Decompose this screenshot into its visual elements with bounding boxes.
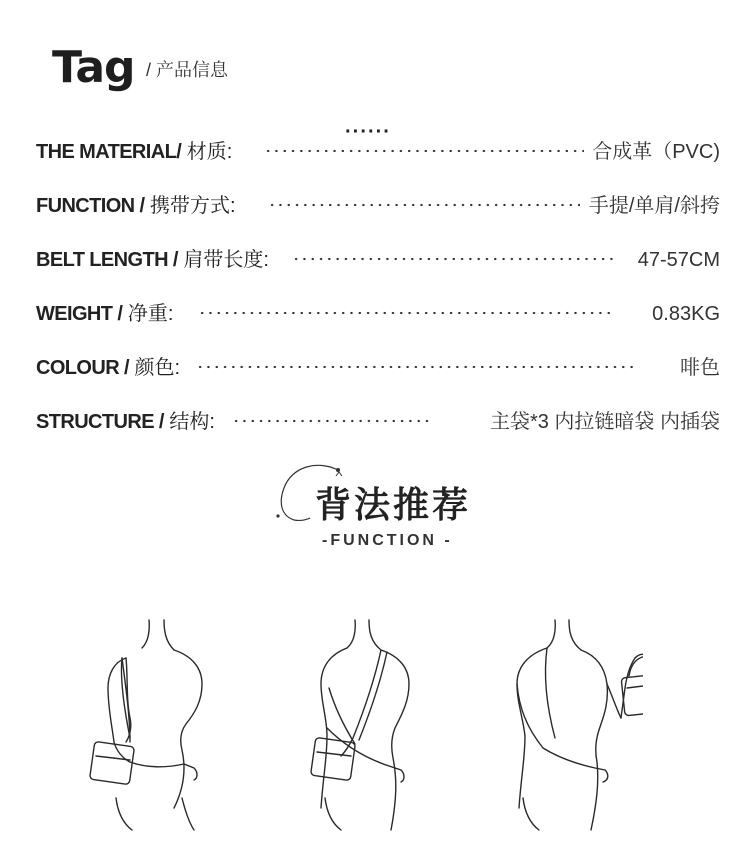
spec-label bbox=[36, 139, 232, 165]
spec-row-weight bbox=[36, 299, 720, 329]
spec-label bbox=[36, 193, 236, 219]
spec-label-en: STRUCTURE / bbox=[36, 411, 164, 433]
hand-carry-illustration bbox=[503, 618, 643, 833]
spec-label-en: FUNCTION / bbox=[36, 195, 145, 217]
spec-row-function bbox=[36, 191, 720, 221]
spec-label bbox=[36, 301, 173, 327]
spec-row-belt-length bbox=[36, 245, 720, 275]
spec-label-cn: 携带方式: bbox=[144, 195, 236, 217]
function-subtitle: -FUNCTION - bbox=[322, 532, 453, 549]
spec-label bbox=[36, 409, 215, 435]
spec-value: 0.83KG bbox=[652, 303, 720, 325]
decorative-dots: ······ bbox=[345, 121, 391, 143]
spec-row-colour bbox=[36, 353, 720, 383]
spec-label-en: WEIGHT / bbox=[36, 303, 123, 325]
spec-value: 手提/单肩/斜挎 bbox=[588, 195, 720, 217]
spec-value: 47-57CM bbox=[637, 249, 720, 271]
spec-value: 合成革（PVC) bbox=[592, 141, 720, 163]
spec-label-en: COLOUR / bbox=[36, 357, 129, 379]
function-title: 背法推荐 bbox=[315, 485, 472, 526]
spec-label-cn: 颜色: bbox=[128, 357, 181, 379]
page-subtitle: / 产品信息 bbox=[146, 60, 229, 80]
spec-label-cn: 肩带长度: bbox=[177, 249, 269, 271]
dot-leader bbox=[268, 203, 580, 207]
dot-leader bbox=[232, 419, 430, 423]
spec-label-cn: 结构: bbox=[163, 411, 215, 433]
spec-label-en: THE MATERIAL/ bbox=[36, 141, 182, 163]
dot-leader bbox=[196, 365, 638, 369]
dot-leader bbox=[198, 311, 610, 315]
dot-leader bbox=[264, 149, 584, 153]
spec-value: 主袋*3 内拉链暗袋 内插袋 bbox=[489, 411, 720, 433]
spec-value: 啡色 bbox=[680, 357, 720, 379]
spec-label-en: BELT LENGTH / bbox=[36, 249, 178, 271]
spec-label-cn: 净重: bbox=[122, 303, 174, 325]
shoulder-carry-illustration bbox=[86, 618, 226, 833]
page-title: Tag bbox=[52, 42, 135, 93]
spec-label bbox=[36, 355, 180, 381]
dot-leader bbox=[292, 257, 614, 261]
spec-label-cn: 材质: bbox=[181, 141, 233, 163]
spec-label bbox=[36, 247, 269, 273]
crossbody-carry-illustration bbox=[305, 618, 445, 833]
spec-row-material bbox=[36, 137, 720, 167]
spec-row-structure bbox=[36, 407, 720, 437]
